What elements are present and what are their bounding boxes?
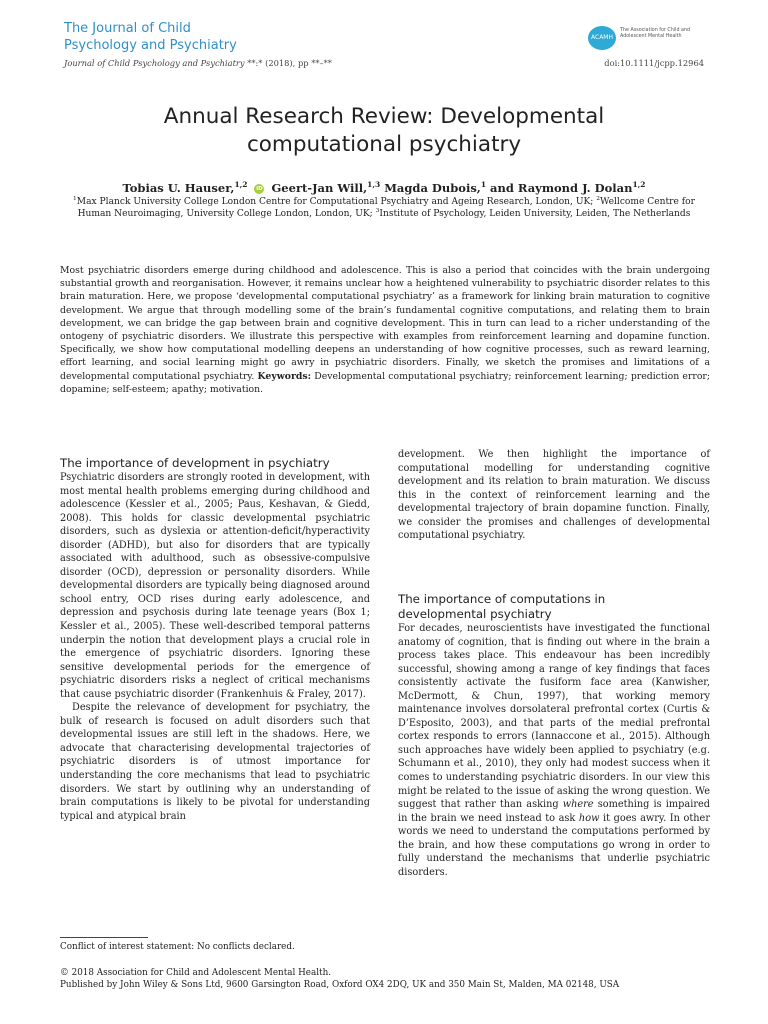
article-title-line1: Annual Research Review: Developmental bbox=[163, 104, 605, 129]
paragraph bbox=[398, 622, 710, 879]
affiliation-1: Max Planck University College London Centre for Computational Psychiatry and Ageing Research, London, UK; bbox=[76, 197, 594, 207]
article-title-line2: computational psychiatry bbox=[246, 132, 522, 157]
author-name[interactable]: Tobias U. Hauser, bbox=[122, 181, 235, 195]
paragraph-text: it goes awry. In other words we need to understand the computations performed by the brain, and how these computations go wrong in order to fully understand the mechanisms that underlie psychiatric disorders. bbox=[398, 812, 710, 878]
section-body-development bbox=[60, 471, 370, 823]
affiliation-sup: 3 bbox=[375, 207, 380, 214]
conflict-of-interest: Conflict of interest statement: No conflicts declared. bbox=[60, 942, 295, 952]
paragraph: development. We then highlight the importance of computational modelling for understanding cognitive development and its relation to brain maturation. We discuss this in the context of reinforcement learning and the developmental trajectory of brain dopamine function. Finally, we consider the promises and challenges of developmental computational psychiatry. bbox=[398, 449, 710, 542]
emphasis-where: where bbox=[562, 799, 594, 811]
publisher-address: Published by John Wiley & Sons Ltd, 9600 Garsington Road, Oxford OX4 2DQ, UK and 350 Main St, Malden, MA 02148, USA bbox=[60, 980, 620, 990]
author-affiliation-sup: 1 bbox=[480, 180, 487, 190]
publisher-logo bbox=[588, 26, 708, 50]
journal-citation bbox=[64, 58, 332, 68]
affiliation-sup: 2 bbox=[596, 195, 601, 202]
acamh-logo-icon: ACAMH bbox=[588, 26, 616, 50]
affiliation-2: Wellcome Centre for Human Neuroimaging, University College London, London, UK; bbox=[77, 197, 695, 219]
affiliation-3: Institute of Psychology, Leiden University, Leiden, The Netherlands bbox=[379, 209, 691, 219]
keywords-text: Developmental computational psychiatry; reinforcement learning; prediction error; dopamine; self-esteem; apathy; motivation. bbox=[60, 370, 710, 395]
affiliation-sup: 1 bbox=[73, 195, 77, 202]
journal-citation-name: Journal of Child Psychology and Psychiatry bbox=[64, 58, 245, 68]
doi[interactable]: doi:10.1111/jcpp.12964 bbox=[604, 58, 704, 68]
section-body-development-continued bbox=[398, 448, 710, 543]
section-heading-line1: The importance of computations in bbox=[398, 592, 606, 606]
author-list bbox=[64, 181, 704, 195]
section-heading-development: The importance of development in psychiatry bbox=[60, 456, 330, 470]
abstract-text: Most psychiatric disorders emerge during childhood and adolescence. This is also a period that coincides with the brain undergoing substantial growth and reorganisation. However, it remains unclear how a heightened vulnerability to psychiatric disorder relates to this brain maturation. Here, we propose ‘developmental computational psychiatry’ as a framework for linking brain maturation to cognitive development. We argue that through modelling some of the brain’s fundamental cognitive computations, and relating them to brain development, we can bridge the gap between brain and cognitive development. This in turn can lead to a richer understanding of the ontogeny of psychiatric disorders. We illustrate this perspective with examples from reinforcement learning and dopamine function. Specifically, we show how computational modelling deepens an understanding of how cognitive processes, such as reward learning, effort learning, and social learning might go awry in psychiatric disorders. Finally, we sketch the promises and limitations of a developmental computational psychiatry. bbox=[60, 265, 710, 382]
copyright-footer bbox=[60, 967, 619, 991]
paragraph: Despite the relevance of development for psychiatry, the bulk of research is focused on adult disorders such that developmental issues are still left in the shadows. Here, we advocate that characterising developmental trajectories of psychiatric disorders is of utmost importance for understanding the core mechanisms that lead to psychiatric disorders. We start by outlining why an understanding of brain computations is likely to be pivotal for understanding typical and atypical brain bbox=[60, 702, 370, 822]
journal-name bbox=[64, 20, 237, 54]
journal-citation-volume: **:* (2018), pp **–** bbox=[244, 58, 332, 68]
author-name[interactable]: and Raymond J. Dolan bbox=[490, 181, 633, 195]
publisher-logo-caption: The Association for Child and Adolescent Mental Health bbox=[620, 28, 691, 39]
paragraph: Psychiatric disorders are strongly rooted in development, with most mental health problems emerging during childhood and adolescence (Kessler et al., 2005; Paus, Keshavan, & Giedd, 2008). This holds for classic developmental psychiatric disorders, such as dyslexia or attention-deficit/hyperactivity disorder (ADHD), but also for disorders that are typically associated with adulthood, such as obsessive-compulsive disorder (OCD), depression or personality disorders. While developmental disorders are typically being diagnosed around school entry, OCD rises during early adolescence, and depression and psychosis during late teenage years (Box 1; Kessler et al., 2005). These well-described temporal patterns underpin the notion that development plays a crucial role in the emergence of psychiatric disorders. Ignoring these sensitive developmental periods for the emergence of psychiatric disorders risks a neglect of critical mechanisms that cause psychiatric disorder (Frankenhuis & Fraley, 2017). bbox=[60, 472, 370, 700]
journal-name-line1: The Journal of Child bbox=[64, 21, 191, 36]
author-affiliation-sup: 1,2 bbox=[234, 180, 248, 190]
footnote-divider bbox=[60, 937, 148, 938]
author-affiliation-sup: 1,3 bbox=[367, 180, 381, 190]
emphasis-how: how bbox=[578, 812, 600, 824]
section-body-computations bbox=[398, 622, 710, 879]
author-affiliation-sup: 1,2 bbox=[632, 180, 646, 190]
section-heading-computations bbox=[398, 592, 710, 622]
paragraph-text: For decades, neuroscientists have investigated the functional anatomy of cognition, that is finding out where in the brain a process takes place. This endeavour has been incredibly successful, showing among a range of key findings that faces consistently activate the fusiform face area (Kanwisher, McDermott, & Chun, 1997), that working memory maintenance involves dorsolateral prefrontal cortex (Curtis & D’Esposito, 2003), and that parts of the medial prefrontal cortex responds to errors (Iannaccone et al., 2015). Although such approaches have widely been applied to psychiatry (e.g. Schumann et al., 2010), they only had modest success when it comes to understanding psychiatric disorders. In our view this might be related to the issue of asking the wrong question. We suggest that rather than asking bbox=[398, 623, 710, 811]
section-heading-line2: developmental psychiatry bbox=[398, 607, 552, 621]
copyright-line: © 2018 Association for Child and Adolescent Mental Health. bbox=[60, 968, 332, 978]
paragraph-text: something is impaired in the brain we need instead to ask bbox=[398, 799, 710, 824]
journal-name-line2: Psychology and Psychiatry bbox=[64, 38, 237, 53]
article-title bbox=[84, 103, 684, 159]
keywords-label: Keywords: bbox=[257, 370, 312, 382]
author-name[interactable]: Magda Dubois, bbox=[384, 181, 481, 195]
affiliations bbox=[60, 196, 708, 220]
author-name[interactable]: Geert-Jan Will, bbox=[271, 181, 368, 195]
abstract bbox=[60, 264, 710, 396]
orcid-icon[interactable]: iD bbox=[256, 186, 263, 192]
